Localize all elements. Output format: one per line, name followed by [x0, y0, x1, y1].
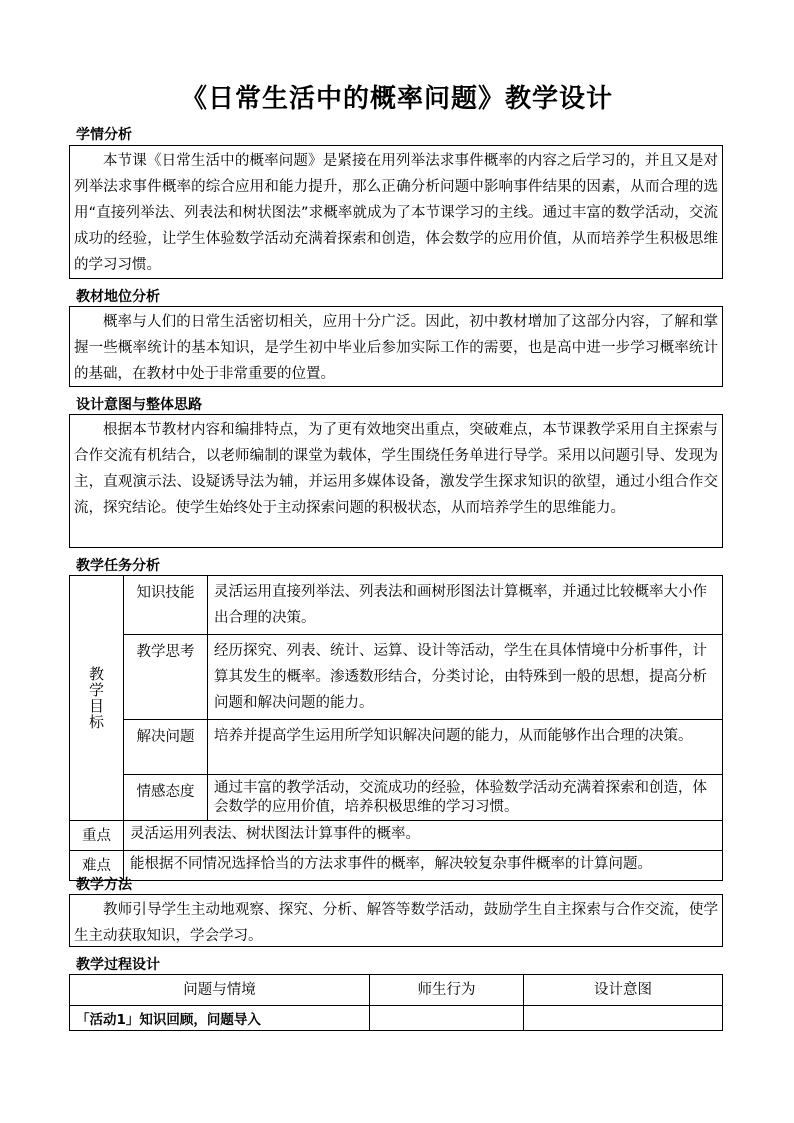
- process-column-header: 师生行为: [370, 975, 524, 1006]
- goal-label-cell: [70, 576, 124, 821]
- teaching-method-text: 教师引导学生主动地观察、探究、分析、解答等数学活动，鼓励学生自主探索与合作交流，使学生主动获取知识，学会学习。: [74, 902, 718, 944]
- section-heading-task-analysis: 教学任务分析: [76, 558, 160, 574]
- process-cell: [524, 1006, 723, 1031]
- key-point-text: 灵活运用列表法、树状图法计算事件的概率。: [124, 821, 723, 851]
- textbook-position-box: [69, 306, 723, 387]
- activity-1-title: 「活动1」知识回顾，问题导入: [70, 1006, 370, 1031]
- teaching-method-box: [69, 894, 723, 947]
- page-title: 《日常生活中的概率问题》教学设计: [180, 84, 613, 114]
- goal-text-problem-solving: 培养并提高学生运用所学知识解决问题的能力，从而能够作出合理的决策。: [208, 720, 723, 775]
- goal-label: 教学目标: [87, 666, 105, 730]
- textbook-position-text: 概率与人们的日常生活密切相关，应用十分广泛。因此，初中教材增加了这部分内容，了解和掌握一些概率统计的基本知识，是学生初中毕业后参加实际工作的需要，也是高中进一步学习概率统计的基础，在教材中处于非常重要的位置。: [74, 314, 718, 382]
- section-heading-learning-analysis: 学情分析: [76, 127, 132, 143]
- design-intent-text: 根据本节教材内容和编排特点，为了更有效地突出重点，突破难点，本节课教学采用自主探索与合作交流有机结合，以老师编制的课堂为载体，学生围绕任务单进行导学。采用以问题引导、发现为主，直观演示法、设疑诱导法为辅，并运用多媒体设备，激发学生探求知识的欲望，通过小组合作交流，探究结论。使学生始终处于主动探索问题的积极状态，从而培养学生的思维能力。: [74, 422, 718, 516]
- learning-analysis-text: 本节课《日常生活中的概率问题》是紧接在用列举法求事件概率的内容之后学习的，并且又是对列举法求事件概率的综合应用和能力提升，那么正确分析问题中影响事件结果的因素，从而合理的选用“直接列举法、列表法和树状图法”求概率就成为了本节课学习的主线。通过丰富的数学活动，交流成功的经验，让学生体验数学活动充满着探索和创造，体会数学的应用价值，从而培养学生积极思维的学习习惯。: [74, 153, 718, 273]
- difficult-point-text: 能根据不同情况选择恰当的方法求事件的概率，解决较复杂事件概率的计算问题。: [124, 851, 723, 881]
- key-point-label: 重点: [70, 821, 124, 851]
- task-analysis-table: [69, 575, 723, 881]
- goal-label-thinking: 教学思考: [124, 635, 208, 720]
- goal-text-thinking: 经历探究、列表、统计、运算、设计等活动，学生在具体情境中分析事件，计算其发生的概率。渗透数形结合，分类讨论，由特殊到一般的思想，提高分析问题和解决问题的能力。: [208, 635, 723, 720]
- goal-label-attitude: 情感态度: [124, 775, 208, 821]
- difficult-point-label: 难点: [70, 851, 124, 881]
- goal-label-knowledge: 知识技能: [124, 576, 208, 635]
- process-cell: [370, 1006, 524, 1031]
- section-heading-teaching-method: 教学方法: [76, 877, 132, 893]
- goal-text-attitude: 通过丰富的教学活动，交流成功的经验，体验数学活动充满着探索和创造，体会数学的应用价值，培养积极思维的学习习惯。: [208, 775, 723, 821]
- process-column-header: 问题与情境: [70, 975, 370, 1006]
- process-column-header: 设计意图: [524, 975, 723, 1006]
- learning-analysis-box: [69, 145, 723, 279]
- section-heading-textbook-position: 教材地位分析: [76, 289, 160, 305]
- design-intent-box: [69, 414, 723, 548]
- goal-text-knowledge: 灵活运用直接列举法、列表法和画树形图法计算概率，并通过比较概率大小作出合理的决策。: [208, 576, 723, 635]
- goal-label-problem-solving: 解决问题: [124, 720, 208, 775]
- section-heading-process: 教学过程设计: [76, 957, 160, 973]
- process-table: [69, 974, 723, 1031]
- section-heading-design-intent: 设计意图与整体思路: [76, 397, 202, 413]
